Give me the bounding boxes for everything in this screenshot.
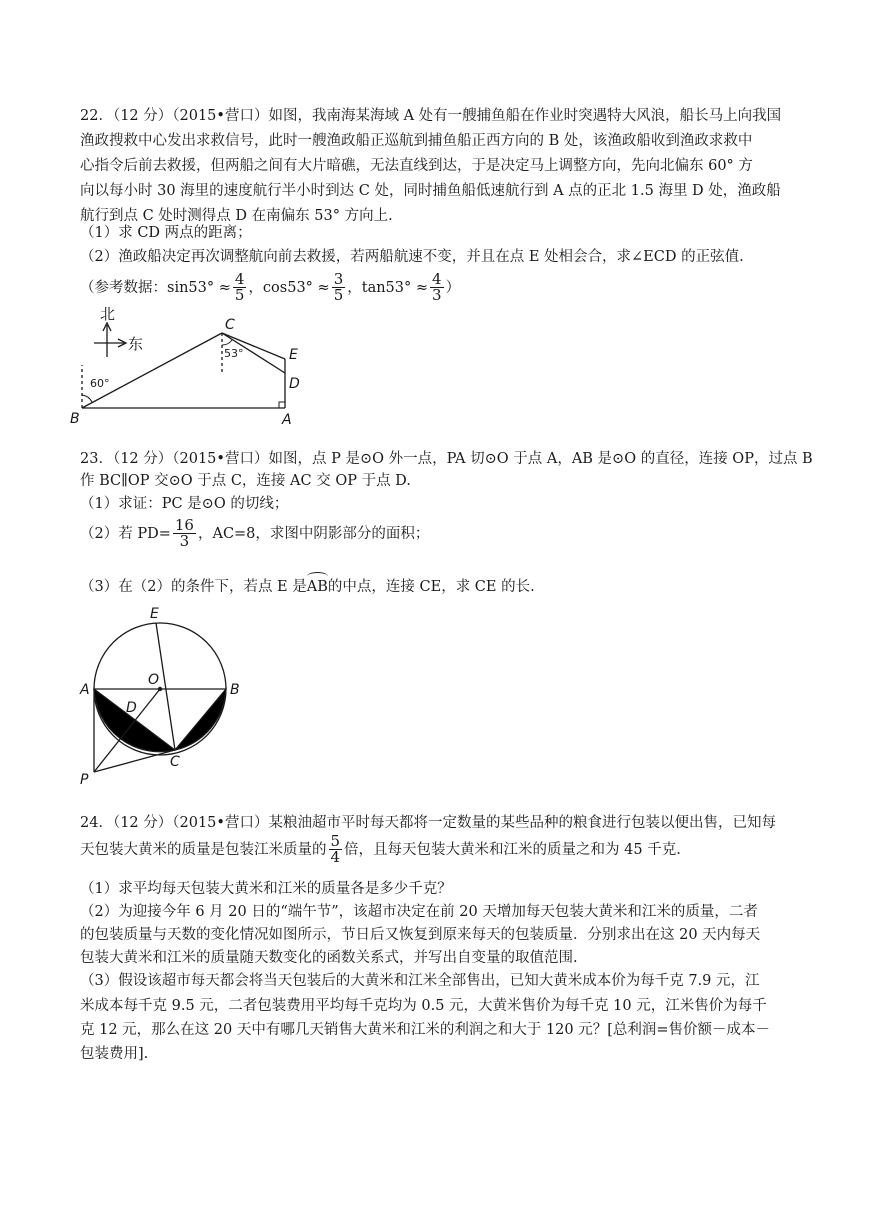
cos-fraction	[332, 272, 346, 303]
ref-mid2: ，tan53° ≈	[347, 279, 429, 296]
q24-line-3: （1）求平均每天包装大黄米和江米的质量各是多少千克？	[80, 881, 452, 897]
angle-arc-c	[222, 340, 232, 345]
q22-line-5: 航行到点 C 处时测得点 D 在南偏东 53° 方向上.	[80, 208, 393, 224]
q24-line-10: 包装费用].	[80, 1046, 149, 1062]
q22-sub1: （1）求 CD 两点的距离；	[80, 225, 252, 241]
q23-sub2-suffix: ，AC=8，求图中阴影部分的面积；	[197, 525, 430, 542]
point-b-label: B	[70, 411, 80, 427]
cos-denominator: 5	[333, 286, 344, 304]
q24-line-9: 克 12 元，那么在这 20 天中有哪几天销售大黄米和江米的利润之和大于 120 元？[总利润=售价额－成本－	[80, 1022, 771, 1038]
angle-arc-b	[82, 395, 92, 402]
q22-figure	[70, 305, 310, 430]
ratio-numerator: 5	[330, 832, 341, 850]
q22-line-2: 渔政搜救中心发出求救信号，此时一艘渔政船正巡航到捕鱼船正西方向的 B 处，该渔政船收到渔政求救中	[80, 133, 753, 149]
segment-bc	[82, 333, 222, 408]
q24-line-6: 包装大黄米和江米的质量随天数变化的函数关系式，并写出自变量的取值范围.	[80, 950, 578, 966]
north-label: 北	[100, 305, 116, 323]
q22-line-1: 22．（12 分）（2015•营口）如图，我南海某海域 A 处有一艘捕鱼船在作业时突遇特大风浪，船长马上向我国	[80, 108, 782, 124]
q24-line-2	[80, 834, 681, 865]
cos-numerator: 3	[333, 270, 344, 288]
q24-line-1: 24．（12 分）（2015•营口）某粮油超市平时每天都将一定数量的某些品种的粮食进行包装以便出售，已知每	[80, 815, 776, 831]
q23-line-1: 23．（12 分）（2015•营口）如图，点 P 是⊙O 外一点，PA 切⊙O 于点 A，AB 是⊙O 的直径，连接 OP，过点 B	[80, 451, 813, 467]
point-o-label: O	[148, 672, 160, 688]
point-d-label: D	[289, 376, 300, 392]
point-c-label: C	[170, 754, 180, 770]
q23-sub2	[80, 518, 429, 549]
q24-line-8: 米成本每千克 9.5 元，二者包装费用平均每千克均为 0.5 元，大黄米售价为每千克 10 元，江米售价为每千	[80, 998, 767, 1014]
right-angle-mark	[279, 402, 285, 408]
q23-sub3	[80, 574, 535, 596]
point-d-label: D	[126, 700, 137, 716]
q22-sub2: （2）渔政船决定再次调整航向前去救援，若两船航速不变，并且在点 E 处相会合，求∠ECD 的正弦值.	[80, 249, 744, 265]
point-e-label: E	[150, 606, 159, 622]
q24-line-5: 的包装质量与天数的变化情况如图所示，节日后又恢复到原来每天的包装质量．分别求出在这 20 天内每天	[80, 927, 761, 943]
sin-denominator: 5	[234, 286, 245, 304]
q22-line-3: 心指令后前去救援，但两船之间有大片暗礁，无法直线到达，于是决定马上调整方向，先向北偏东 60° 方	[80, 158, 753, 174]
tan-denominator: 3	[432, 286, 442, 304]
q24-line2-suffix: 倍，且每天包装大黄米和江米的质量之和为 45 千克.	[344, 841, 681, 858]
q24-line-7: （3）假设该超市每天都会将当天包装后的大黄米和江米全部售出，已知大黄米成本价为每千克 7.9 元，江	[80, 973, 760, 989]
point-a-label: A	[282, 412, 292, 428]
q24-line-4: （2）为迎接今年 6 月 20 日的“端午节”，该超市决定在前 20 天增加每天包装大黄米和江米的质量，二者	[80, 904, 758, 920]
tan-numerator: 4	[432, 270, 442, 288]
q23-sub1: （1）求证：PC 是⊙O 的切线；	[80, 496, 289, 512]
q22-reference-data	[80, 272, 460, 303]
pd-fraction	[173, 518, 196, 549]
q22-line-4: 向以每小时 30 海里的速度航行半小时到达 C 处，同时捕鱼船低速航行到 A 点的正北 1.5 海里 D 处，渔政船	[80, 183, 781, 199]
q23-sub3-suffix: 的中点，连接 CE，求 CE 的长.	[327, 579, 535, 595]
sin-numerator: 4	[234, 270, 245, 288]
pd-numerator: 16	[174, 516, 194, 534]
point-e-label: E	[289, 347, 298, 363]
segment-pc	[94, 750, 175, 772]
east-label: 东	[128, 335, 144, 353]
ref-prefix: （参考数据：sin53° ≈	[80, 279, 231, 296]
q23-line-2: 作 BC∥OP 交⊙O 于点 C，连接 AC 交 OP 于点 D.	[80, 473, 411, 489]
point-p-label: P	[80, 772, 89, 788]
pd-denominator: 3	[179, 532, 190, 550]
q23-figure	[70, 600, 260, 790]
sin-fraction	[233, 272, 247, 303]
arc-ab: AB	[307, 574, 328, 596]
angle-53-label: 53°	[224, 347, 244, 360]
ref-mid1: ，cos53° ≈	[248, 279, 330, 296]
ref-suffix: ）	[445, 279, 461, 296]
ratio-denominator: 4	[330, 848, 341, 866]
point-b-label: B	[230, 682, 240, 698]
point-a-label: A	[80, 682, 90, 698]
tan-fraction	[430, 272, 444, 303]
q23-sub3-prefix: （3）在（2）的条件下，若点 E 是	[80, 579, 307, 595]
point-c-label: C	[225, 317, 235, 333]
q24-line2-prefix: 天包装大黄米的质量是包装江米质量的	[80, 841, 327, 858]
ratio-fraction	[329, 834, 343, 865]
q23-sub2-prefix: （2）若 PD=	[80, 525, 171, 542]
angle-60-label: 60°	[90, 377, 110, 390]
